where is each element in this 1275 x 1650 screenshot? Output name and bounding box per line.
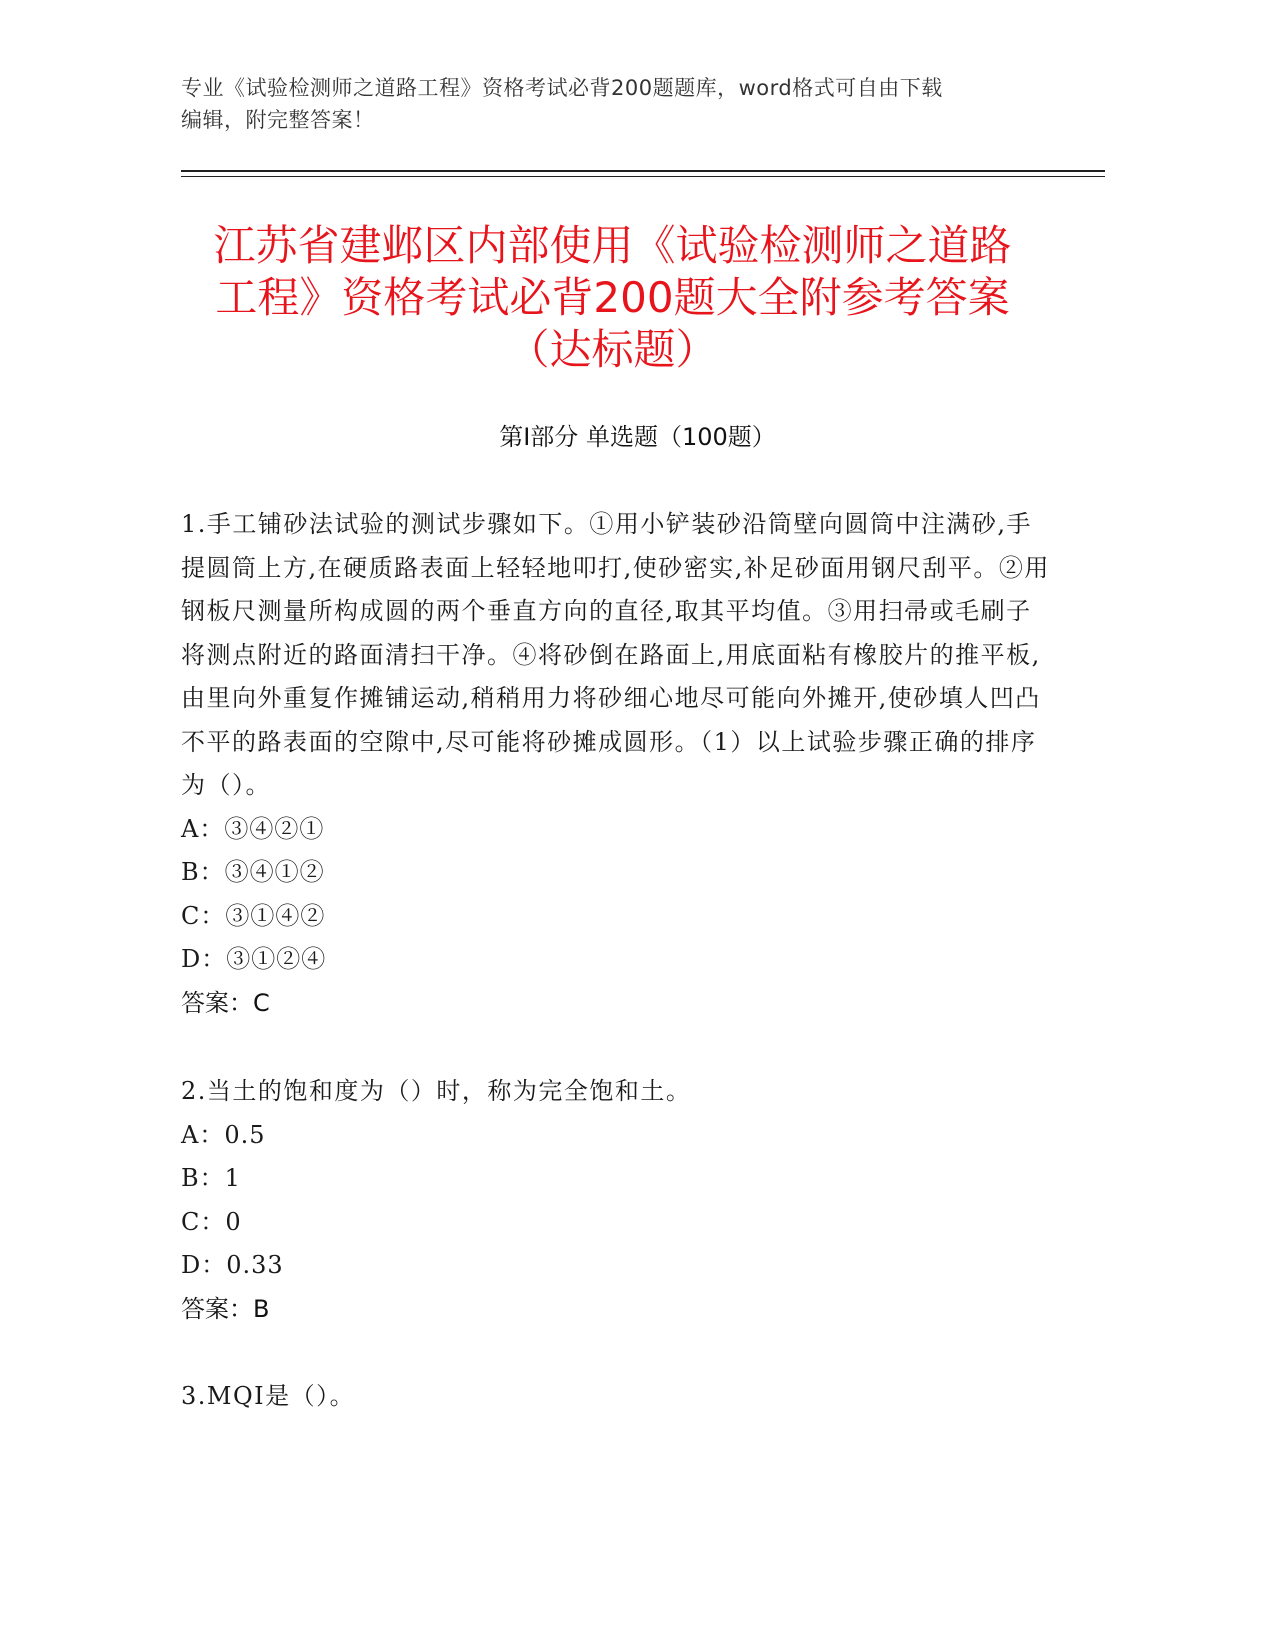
document-title-line-1: 江苏省建邺区内部使用《试验检测师之道路	[213, 221, 1012, 270]
answer: 答案：C	[181, 988, 270, 1017]
header-note-line-1: 专业《试验检测师之道路工程》资格考试必背200题题库，word格式可自由下载	[181, 76, 943, 100]
header-divider-thin	[181, 176, 1105, 177]
document-title-line-2: 工程》资格考试必背200题大全附参考答案	[215, 273, 1010, 322]
document-title	[150, 220, 1075, 376]
option-c: C：③①④②	[181, 901, 326, 930]
header-note	[181, 72, 1041, 136]
question-3	[181, 1375, 1051, 1419]
option-c: C：0	[181, 1207, 242, 1236]
document-title-line-3: （达标题）	[507, 325, 718, 374]
section-title: 第Ⅰ部分 单选题（100题）	[499, 423, 776, 451]
question-stem: 1.手工铺砂法试验的测试步骤如下。①用小铲装砂沿筒壁向圆筒中注满砂,手提圆筒上方,在硬质路表面上轻轻地叩打,使砂密实,补足砂面用钢尺刮平。②用钢板尺测量所构成圆的两个垂直方向的直径,取其平均值。③用扫帚或毛刷子将测点附近的路面清扫干净。④将砂倒在路面上,用底面粘有橡胶片的推平板,由里向外重复作摊铺运动,稍稍用力将砂细心地尽可能向外摊开,使砂填人凹凸不平的路表面的空隙中,尽可能将砂摊成圆形。（1）以上试验步骤正确的排序为（）。	[181, 510, 1050, 799]
option-d: D：③①②④	[181, 945, 327, 973]
answer: 答案：B	[181, 1294, 270, 1323]
option-a: A：0.5	[181, 1120, 266, 1149]
option-b: B：1	[181, 1164, 241, 1192]
question-2	[181, 1070, 1051, 1331]
header-note-line-2: 编辑，附完整答案！	[181, 108, 375, 132]
option-b: B：③④①②	[181, 858, 325, 886]
question-1	[181, 503, 1051, 1025]
option-a: A：③④②①	[181, 814, 325, 843]
header-divider-thick	[181, 170, 1105, 172]
question-stem: 2.当土的饱和度为（）时，称为完全饱和土。	[181, 1077, 692, 1105]
option-d: D：0.33	[181, 1251, 284, 1279]
question-stem: 3.MQI是（）。	[181, 1382, 356, 1410]
